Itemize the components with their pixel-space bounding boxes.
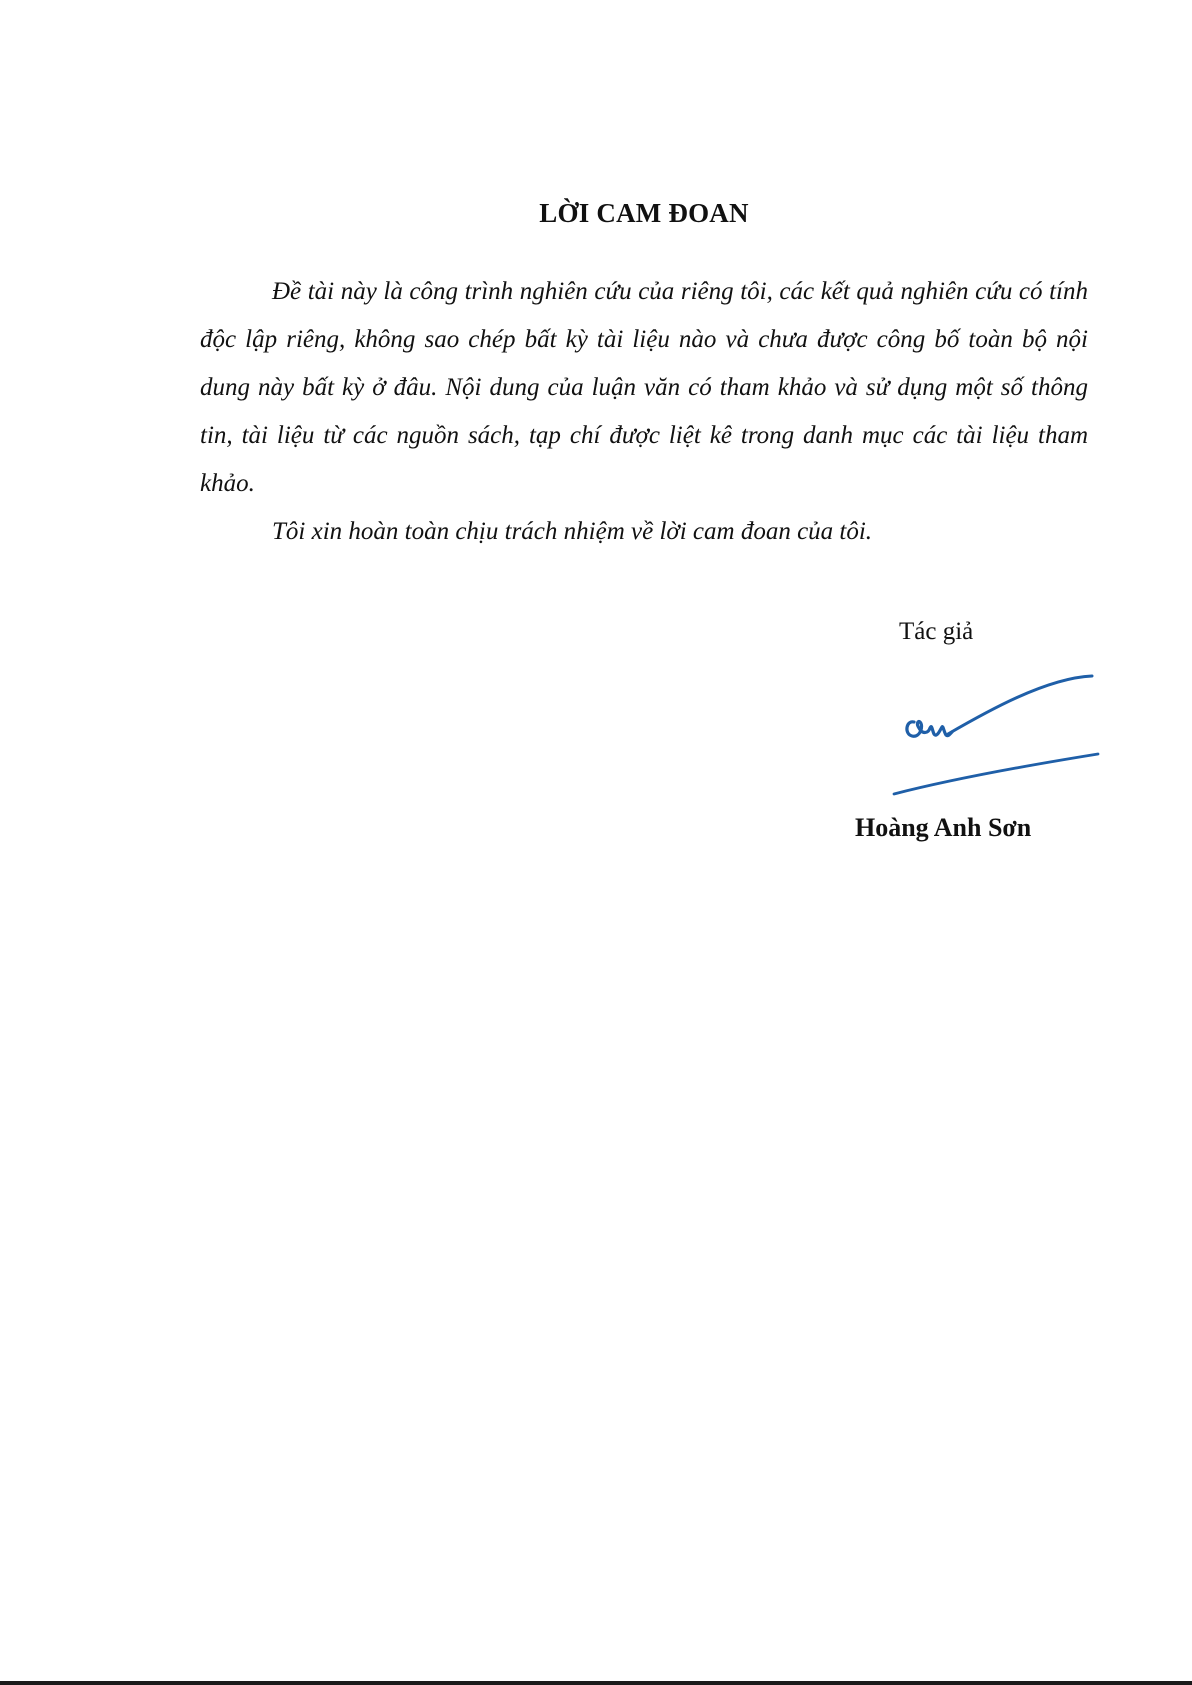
declaration-paragraph: Tôi xin hoàn toàn chịu trách nhiệm về lời cam đoan của tôi. (272, 518, 873, 545)
page-title: LỜI CAM ĐOAN (539, 198, 749, 228)
signature-stroke (894, 754, 1098, 794)
declaration-body (200, 268, 1088, 556)
author-label: Tác giả (899, 618, 974, 645)
page-bottom-border (0, 1681, 1192, 1685)
signature-image (876, 664, 1106, 804)
signature-stroke (907, 721, 952, 736)
declaration-paragraph: Đề tài này là công trình nghiên cứu của riêng tôi, các kết quả nghiên cứu có tính độc lập riêng, không sao chép bất kỳ tài liệu nào và chưa được công bố toàn bộ nội dung này bất kỳ ở đâu. Nội dung của luận văn có tham khảo và sử dụng một số thông tin, tài liệu từ các nguồn sách, tạp chí được liệt kê trong danh mục các tài liệu tham khảo. (200, 278, 1088, 497)
signature-stroke (948, 676, 1092, 734)
author-name: Hoàng Anh Sơn (855, 813, 1032, 842)
